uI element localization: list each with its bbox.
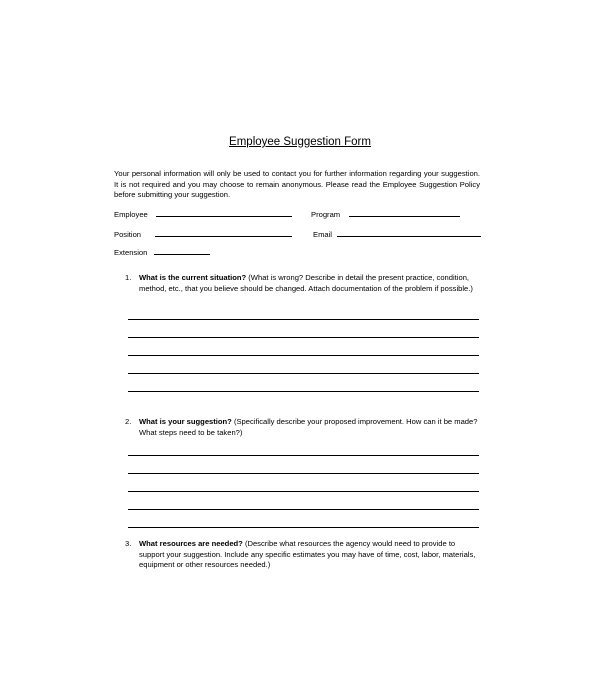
employee-label: Employee: [114, 210, 148, 219]
question-3-prompt: What resources are needed?: [139, 539, 243, 548]
email-blank[interactable]: [337, 229, 481, 237]
answer-1-line-5[interactable]: [128, 391, 479, 392]
question-1-number: 1.: [125, 273, 132, 282]
intro-paragraph: Your personal information will only be used to contact you for further information regarding your suggestion. It is not required and you may choose to remain anonymous. Please read the Employee Suggestion Policy before submitting your suggestion.: [114, 169, 480, 199]
program-label: Program: [311, 210, 341, 219]
extension-field: [114, 247, 210, 257]
answer-1-line-2[interactable]: [128, 337, 479, 338]
question-3: [125, 539, 480, 571]
question-3-detail: (Describe what resources the agency would need to provide to support your suggestion. Include any specific estimates you may have of time, cost, labor, materials, equipment or other resources needed.): [139, 539, 476, 569]
email-field: [313, 229, 481, 239]
answer-2-line-4[interactable]: [128, 509, 479, 510]
question-2-detail: (Specifically describe your proposed improvement. How can it be made? What steps need to be taken?): [139, 417, 478, 437]
program-field: [311, 209, 460, 219]
question-1-prompt: What is the current situation?: [139, 273, 247, 282]
email-label: Email: [313, 230, 332, 239]
answer-1-line-1[interactable]: [128, 319, 479, 320]
answer-2-line-3[interactable]: [128, 491, 479, 492]
question-1: [125, 273, 480, 294]
question-1-detail: (What is wrong? Describe in detail the present practice, condition, method, etc., that you believe should be changed. Attach documentation of the problem if possible.): [139, 273, 473, 293]
position-label: Position: [114, 230, 142, 239]
answer-2-line-5[interactable]: [128, 527, 479, 528]
position-field: [114, 229, 292, 239]
employee-blank[interactable]: [156, 209, 292, 217]
position-blank[interactable]: [155, 229, 292, 237]
form-title: Employee Suggestion Form: [229, 136, 371, 148]
question-2-prompt: What is your suggestion?: [139, 417, 232, 426]
extension-label: Extension: [114, 248, 148, 257]
extension-blank[interactable]: [154, 247, 210, 255]
question-2: [125, 417, 480, 438]
answer-1-line-4[interactable]: [128, 373, 479, 374]
answer-2-line-2[interactable]: [128, 473, 479, 474]
question-2-number: 2.: [125, 417, 132, 426]
question-3-number: 3.: [125, 539, 132, 548]
employee-field: [114, 209, 292, 219]
answer-1-line-3[interactable]: [128, 355, 479, 356]
program-blank[interactable]: [349, 209, 460, 217]
answer-2-line-1[interactable]: [128, 455, 479, 456]
